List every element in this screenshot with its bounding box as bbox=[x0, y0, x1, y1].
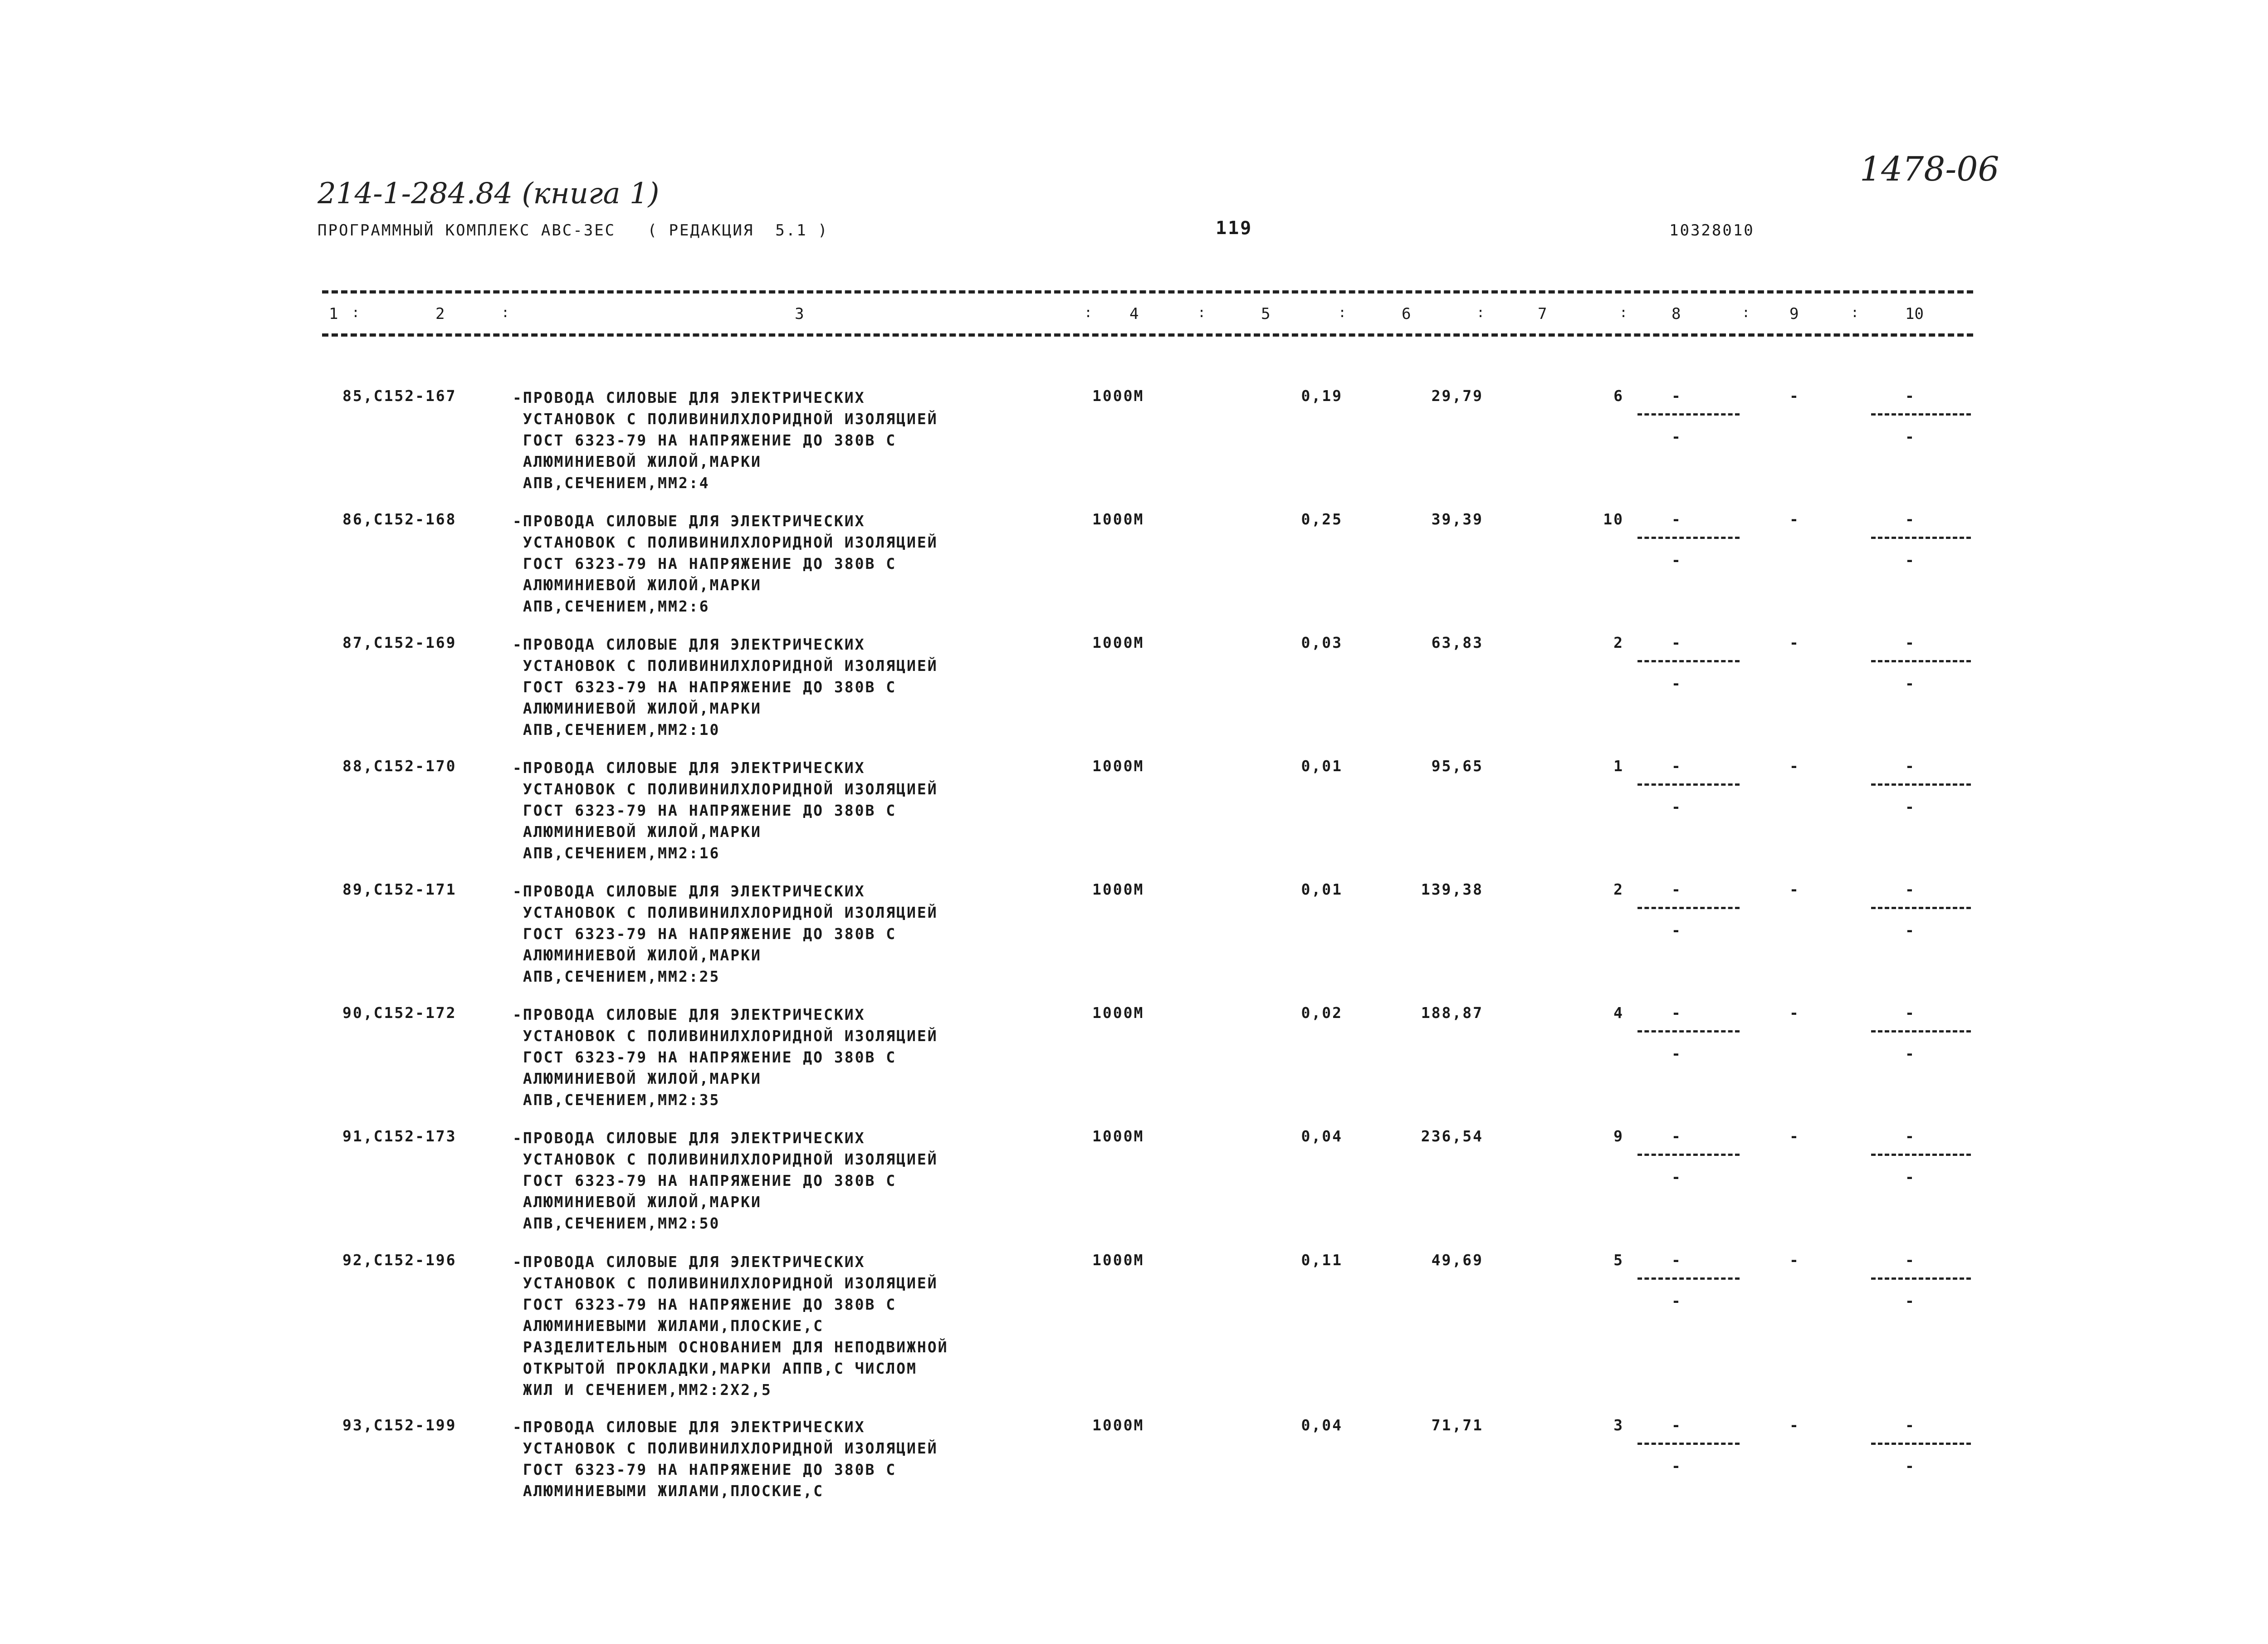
column-header: 3 bbox=[795, 305, 804, 323]
empty-value-mark: - bbox=[1672, 1251, 1682, 1269]
row-col6-value: 49,69 bbox=[1431, 1251, 1483, 1269]
row-unit: 1000М bbox=[1092, 510, 1144, 528]
row-description: -ПРОВОДА СИЛОВЫЕ ДЛЯ ЭЛЕКТРИЧЕСКИХ УСТАНОВОК С ПОЛИВИНИЛХЛОРИДНОЙ ИЗОЛЯЦИЕЙ ГОСТ 6323-79 НА НАПРЯЖЕНИЕ ДО 380В С АЛЮМИНИЕВОЙ ЖИЛОЙ,МАРКИ АПВ,СЕЧЕНИЕМ,ММ2:25 bbox=[513, 882, 938, 985]
empty-value-mark: - bbox=[1905, 1457, 1916, 1475]
fraction-dashed-line bbox=[1871, 1443, 1971, 1445]
column-header: 5 bbox=[1261, 305, 1271, 323]
empty-value-mark: - bbox=[1905, 881, 1916, 898]
row-description: -ПРОВОДА СИЛОВЫЕ ДЛЯ ЭЛЕКТРИЧЕСКИХ УСТАНОВОК С ПОЛИВИНИЛХЛОРИДНОЙ ИЗОЛЯЦИЕЙ ГОСТ 6323-79 НА НАПРЯЖЕНИЕ ДО 380В С АЛЮМИНИЕВОЙ ЖИЛОЙ,МАРКИ АПВ,СЕЧЕНИЕМ,ММ2:10 bbox=[513, 636, 938, 739]
row-unit: 1000М bbox=[1092, 1251, 1144, 1269]
row-col7-value: 9 bbox=[1613, 1127, 1624, 1145]
row-description: -ПРОВОДА СИЛОВЫЕ ДЛЯ ЭЛЕКТРИЧЕСКИХ УСТАНОВОК С ПОЛИВИНИЛХЛОРИДНОЙ ИЗОЛЯЦИЕЙ ГОСТ 6323-79 НА НАПРЯЖЕНИЕ ДО 380В С АЛЮМИНИЕВЫМИ ЖИЛАМИ,ПЛОСКИЕ,С bbox=[513, 1418, 938, 1500]
empty-value-mark: - bbox=[1905, 428, 1916, 445]
row-unit: 1000М bbox=[1092, 881, 1144, 898]
empty-value-mark: - bbox=[1672, 510, 1682, 528]
empty-value-mark: - bbox=[1905, 1127, 1916, 1145]
handwritten-number: 1478-06 bbox=[1860, 150, 1999, 189]
row-col6-value: 95,65 bbox=[1431, 757, 1483, 775]
program-header: ПРОГРАММНЫЙ КОМПЛЕКС АВС-ЗЕС ( РЕДАКЦИЯ 5.1 ) bbox=[318, 221, 829, 240]
column-header: 4 bbox=[1129, 305, 1139, 323]
row-code: 86,С152-168 bbox=[342, 510, 457, 528]
empty-value-mark: - bbox=[1905, 551, 1916, 569]
empty-value-mark: - bbox=[1672, 798, 1682, 816]
row-code: 92,С152-196 bbox=[342, 1251, 457, 1269]
row-col7-value: 5 bbox=[1613, 1251, 1624, 1269]
empty-value-mark: - bbox=[1672, 551, 1682, 569]
empty-value-mark: - bbox=[1789, 510, 1800, 528]
row-col6-value: 63,83 bbox=[1431, 634, 1483, 651]
row-description: -ПРОВОДА СИЛОВЫЕ ДЛЯ ЭЛЕКТРИЧЕСКИХ УСТАНОВОК С ПОЛИВИНИЛХЛОРИДНОЙ ИЗОЛЯЦИЕЙ ГОСТ 6323-79 НА НАПРЯЖЕНИЕ ДО 380В С АЛЮМИНИЕВОЙ ЖИЛОЙ,МАРКИ АПВ,СЕЧЕНИЕМ,ММ2:6 bbox=[513, 512, 938, 615]
empty-value-mark: - bbox=[1905, 1004, 1916, 1022]
row-code: 93,С152-199 bbox=[342, 1416, 457, 1434]
row-col7-value: 4 bbox=[1613, 1004, 1624, 1022]
row-col6-value: 139,38 bbox=[1421, 881, 1483, 898]
empty-value-mark: - bbox=[1672, 1292, 1682, 1310]
top-dashed-rule bbox=[322, 290, 1973, 294]
row-description: -ПРОВОДА СИЛОВЫЕ ДЛЯ ЭЛЕКТРИЧЕСКИХ УСТАНОВОК С ПОЛИВИНИЛХЛОРИДНОЙ ИЗОЛЯЦИЕЙ ГОСТ 6323-79 НА НАПРЯЖЕНИЕ ДО 380В С АЛЮМИНИЕВОЙ ЖИЛОЙ,МАРКИ АПВ,СЕЧЕНИЕМ,ММ2:35 bbox=[513, 1006, 938, 1109]
empty-value-mark: - bbox=[1905, 921, 1916, 939]
row-col5-value: 0,19 bbox=[1301, 387, 1343, 405]
row-unit: 1000М bbox=[1092, 1004, 1144, 1022]
row-col5-value: 0,11 bbox=[1301, 1251, 1343, 1269]
row-code: 91,С152-173 bbox=[342, 1127, 457, 1145]
fraction-dashed-line bbox=[1637, 1277, 1740, 1280]
row-code: 87,С152-169 bbox=[342, 634, 457, 651]
empty-value-mark: - bbox=[1672, 1127, 1682, 1145]
empty-value-mark: - bbox=[1789, 1251, 1800, 1269]
row-col7-value: 3 bbox=[1613, 1416, 1624, 1434]
row-code: 88,С152-170 bbox=[342, 757, 457, 775]
fraction-dashed-line bbox=[1871, 413, 1971, 416]
empty-value-mark: - bbox=[1905, 1168, 1916, 1186]
empty-value-mark: - bbox=[1672, 1004, 1682, 1022]
row-code: 85,С152-167 bbox=[342, 387, 457, 405]
row-description: -ПРОВОДА СИЛОВЫЕ ДЛЯ ЭЛЕКТРИЧЕСКИХ УСТАНОВОК С ПОЛИВИНИЛХЛОРИДНОЙ ИЗОЛЯЦИЕЙ ГОСТ 6323-79 НА НАПРЯЖЕНИЕ ДО 380В С АЛЮМИНИЕВОЙ ЖИЛОЙ,МАРКИ АПВ,СЕЧЕНИЕМ,ММ2:4 bbox=[513, 389, 938, 492]
empty-value-mark: - bbox=[1905, 798, 1916, 816]
row-unit: 1000М bbox=[1092, 757, 1144, 775]
row-col5-value: 0,04 bbox=[1301, 1127, 1343, 1145]
row-unit: 1000М bbox=[1092, 1127, 1144, 1145]
fraction-dashed-line bbox=[1871, 660, 1971, 662]
empty-value-mark: - bbox=[1905, 675, 1916, 692]
empty-value-mark: - bbox=[1672, 387, 1682, 405]
empty-value-mark: - bbox=[1905, 510, 1916, 528]
empty-value-mark: - bbox=[1672, 881, 1682, 898]
empty-value-mark: - bbox=[1905, 757, 1916, 775]
row-col7-value: 6 bbox=[1613, 387, 1624, 405]
fraction-dashed-line bbox=[1637, 537, 1740, 539]
empty-value-mark: - bbox=[1672, 428, 1682, 445]
row-col6-value: 29,79 bbox=[1431, 387, 1483, 405]
row-unit: 1000М bbox=[1092, 634, 1144, 651]
row-col6-value: 39,39 bbox=[1431, 510, 1483, 528]
fraction-dashed-line bbox=[1637, 413, 1740, 416]
document-code: 10328010 bbox=[1669, 221, 1755, 240]
empty-value-mark: - bbox=[1789, 1416, 1800, 1434]
row-col5-value: 0,01 bbox=[1301, 757, 1343, 775]
empty-value-mark: - bbox=[1905, 387, 1916, 405]
empty-value-mark: - bbox=[1789, 387, 1800, 405]
fraction-dashed-line bbox=[1871, 907, 1971, 909]
row-col5-value: 0,03 bbox=[1301, 634, 1343, 651]
row-col5-value: 0,25 bbox=[1301, 510, 1343, 528]
row-code: 89,С152-171 bbox=[342, 881, 457, 898]
row-description: -ПРОВОДА СИЛОВЫЕ ДЛЯ ЭЛЕКТРИЧЕСКИХ УСТАНОВОК С ПОЛИВИНИЛХЛОРИДНОЙ ИЗОЛЯЦИЕЙ ГОСТ 6323-79 НА НАПРЯЖЕНИЕ ДО 380В С АЛЮМИНИЕВЫМИ ЖИЛАМИ,ПЛОСКИЕ,С РАЗДЕЛИТЕЛЬНЫМ ОСНОВАНИЕМ ДЛЯ НЕПОДВИЖНОЙ ОТКРЫТОЙ ПРОКЛАДКИ,МАРКИ АППВ,С ЧИСЛОМ ЖИЛ И СЕЧЕНИЕМ,ММ2:2Х2,5 bbox=[513, 1253, 948, 1399]
row-col6-value: 188,87 bbox=[1421, 1004, 1483, 1022]
row-unit: 1000М bbox=[1092, 1416, 1144, 1434]
row-col5-value: 0,01 bbox=[1301, 881, 1343, 898]
empty-value-mark: - bbox=[1672, 1416, 1682, 1434]
row-col7-value: 10 bbox=[1603, 510, 1624, 528]
row-col7-value: 2 bbox=[1613, 881, 1624, 898]
empty-value-mark: - bbox=[1672, 1457, 1682, 1475]
empty-value-mark: - bbox=[1789, 634, 1800, 651]
row-unit: 1000М bbox=[1092, 387, 1144, 405]
fraction-dashed-line bbox=[1871, 1277, 1971, 1280]
fraction-dashed-line bbox=[1871, 783, 1971, 786]
fraction-dashed-line bbox=[1871, 537, 1971, 539]
row-col6-value: 236,54 bbox=[1421, 1127, 1483, 1145]
empty-value-mark: - bbox=[1672, 1168, 1682, 1186]
fraction-dashed-line bbox=[1637, 1154, 1740, 1156]
row-col7-value: 1 bbox=[1613, 757, 1624, 775]
fraction-dashed-line bbox=[1871, 1030, 1971, 1032]
empty-value-mark: - bbox=[1905, 1416, 1916, 1434]
row-description: -ПРОВОДА СИЛОВЫЕ ДЛЯ ЭЛЕКТРИЧЕСКИХ УСТАНОВОК С ПОЛИВИНИЛХЛОРИДНОЙ ИЗОЛЯЦИЕЙ ГОСТ 6323-79 НА НАПРЯЖЕНИЕ ДО 380В С АЛЮМИНИЕВОЙ ЖИЛОЙ,МАРКИ АПВ,СЕЧЕНИЕМ,ММ2:16 bbox=[513, 759, 938, 862]
row-col6-value: 71,71 bbox=[1431, 1416, 1483, 1434]
empty-value-mark: - bbox=[1905, 1251, 1916, 1269]
column-header: 6 bbox=[1402, 305, 1411, 323]
row-description: -ПРОВОДА СИЛОВЫЕ ДЛЯ ЭЛЕКТРИЧЕСКИХ УСТАНОВОК С ПОЛИВИНИЛХЛОРИДНОЙ ИЗОЛЯЦИЕЙ ГОСТ 6323-79 НА НАПРЯЖЕНИЕ ДО 380В С АЛЮМИНИЕВОЙ ЖИЛОЙ,МАРКИ АПВ,СЕЧЕНИЕМ,ММ2:50 bbox=[513, 1129, 938, 1232]
fraction-dashed-line bbox=[1637, 1443, 1740, 1445]
empty-value-mark: - bbox=[1672, 757, 1682, 775]
fraction-dashed-line bbox=[1871, 1154, 1971, 1156]
empty-value-mark: - bbox=[1905, 1045, 1916, 1062]
column-header: 8 bbox=[1672, 305, 1681, 323]
column-header: 7 bbox=[1538, 305, 1547, 323]
column-header: 9 bbox=[1789, 305, 1799, 323]
empty-value-mark: - bbox=[1789, 757, 1800, 775]
row-col5-value: 0,04 bbox=[1301, 1416, 1343, 1434]
empty-value-mark: - bbox=[1905, 634, 1916, 651]
row-col5-value: 0,02 bbox=[1301, 1004, 1343, 1022]
empty-value-mark: - bbox=[1672, 1045, 1682, 1062]
fraction-dashed-line bbox=[1637, 660, 1740, 662]
row-code: 90,С152-172 bbox=[342, 1004, 457, 1022]
empty-value-mark: - bbox=[1905, 1292, 1916, 1310]
column-header: 10 bbox=[1905, 305, 1924, 323]
empty-value-mark: - bbox=[1672, 634, 1682, 651]
fraction-dashed-line bbox=[1637, 907, 1740, 909]
page-number: 119 bbox=[1216, 218, 1253, 239]
handwritten-reference: 214-1-284.84 (книга 1) bbox=[318, 177, 660, 210]
empty-value-mark: - bbox=[1672, 675, 1682, 692]
header-bottom-dashed-rule bbox=[322, 333, 1973, 337]
column-header: 1 bbox=[329, 305, 338, 323]
empty-value-mark: - bbox=[1789, 881, 1800, 898]
empty-value-mark: - bbox=[1789, 1004, 1800, 1022]
empty-value-mark: - bbox=[1789, 1127, 1800, 1145]
fraction-dashed-line bbox=[1637, 1030, 1740, 1032]
fraction-dashed-line bbox=[1637, 783, 1740, 786]
row-col7-value: 2 bbox=[1613, 634, 1624, 651]
column-header: 2 bbox=[435, 305, 445, 323]
empty-value-mark: - bbox=[1672, 921, 1682, 939]
